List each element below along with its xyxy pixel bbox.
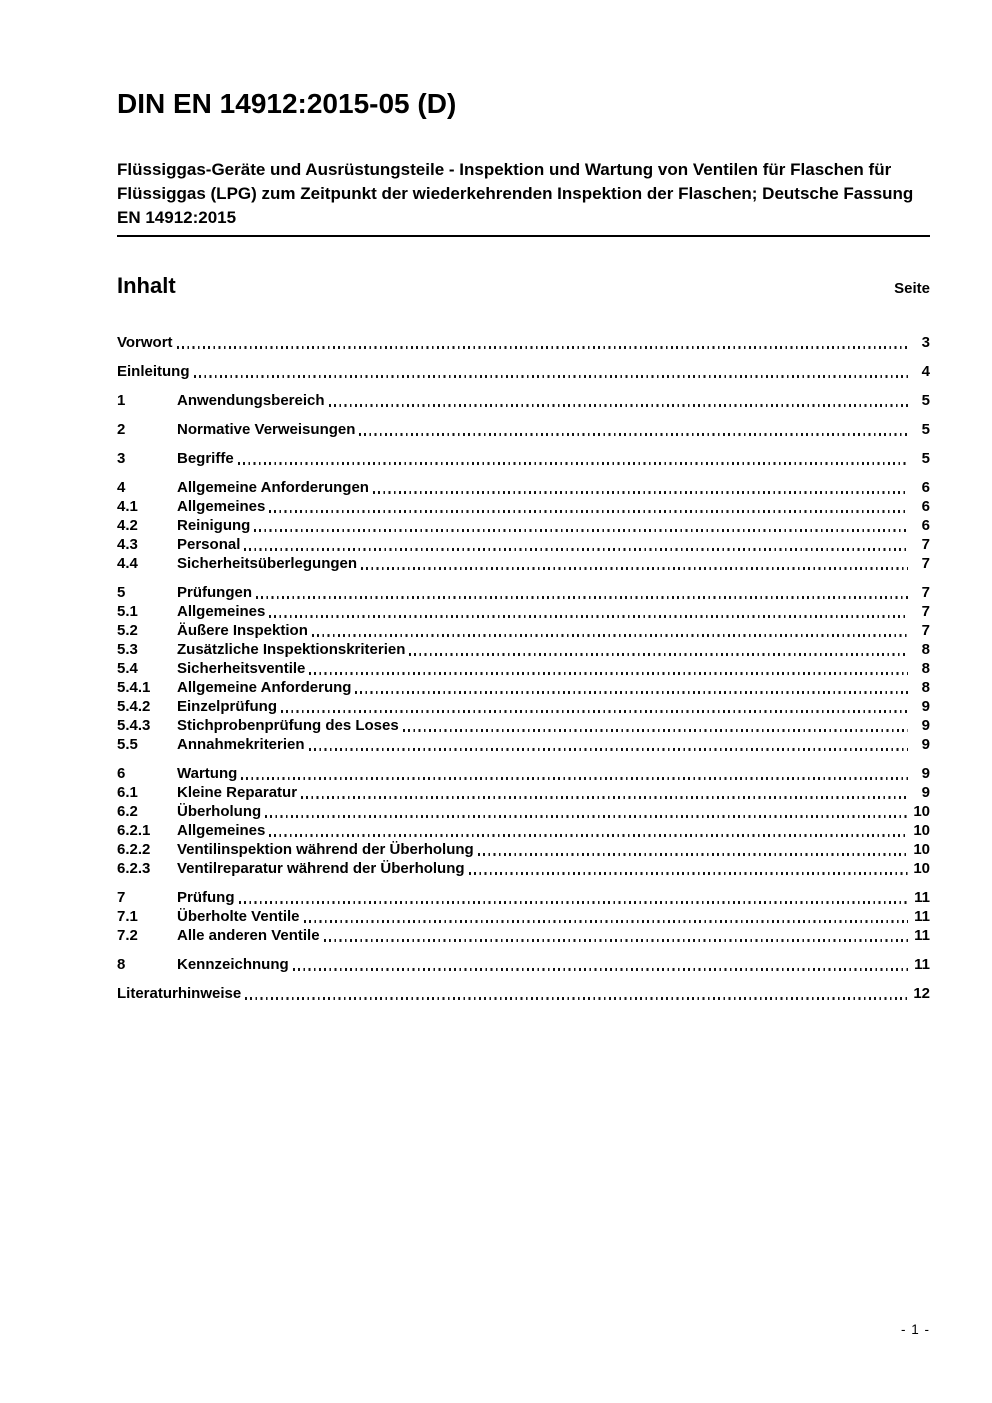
toc-entry <box>117 984 930 1003</box>
toc-entry-number: 8 <box>117 956 126 973</box>
toc-entry-number: 4.4 <box>117 555 138 572</box>
toc-dot-leader <box>245 997 908 999</box>
toc-entry-number: 3 <box>117 450 126 467</box>
toc-entry-title: Ventilreparatur während der Überholung <box>177 860 465 877</box>
toc-entry <box>117 697 930 716</box>
toc-entry-title: Einzelprüfung <box>177 698 277 715</box>
toc-entry-page: 4 <box>921 363 930 380</box>
toc-entry <box>117 764 930 783</box>
toc-entry <box>117 859 930 878</box>
toc-entry-number: 6.2.3 <box>117 860 151 877</box>
toc-group <box>117 333 930 352</box>
toc-entry-number: 4.1 <box>117 498 138 515</box>
toc-entry <box>117 640 930 659</box>
toc-entry-page: 5 <box>921 450 930 467</box>
toc-dot-leader <box>281 710 908 712</box>
toc-entry-title: Allgemeines <box>177 822 266 839</box>
page-content <box>117 0 930 1003</box>
toc-entry-number: 5.2 <box>117 622 138 639</box>
toc-entry-title: Zusätzliche Inspektionskriterien <box>177 641 406 658</box>
toc-entry-title: Einleitung <box>117 363 190 380</box>
toc-entry <box>117 735 930 754</box>
toc-entry-page: 9 <box>921 784 930 801</box>
toc-entry <box>117 497 930 516</box>
toc-dot-leader <box>304 920 908 922</box>
toc-entry-title: Wartung <box>177 765 238 782</box>
toc-entry-title: Überholte Ventile <box>177 908 300 925</box>
table-of-contents <box>117 333 930 1003</box>
toc-entry-page: 6 <box>921 517 930 534</box>
toc-entry-page: 8 <box>921 641 930 658</box>
toc-entry-number: 7.1 <box>117 908 138 925</box>
toc-entry-number: 7 <box>117 889 126 906</box>
toc-entry-page: 7 <box>921 584 930 601</box>
toc-dot-leader <box>373 491 908 493</box>
toc-entry-page: 11 <box>914 889 930 906</box>
toc-entry-number: 5.4 <box>117 660 138 677</box>
toc-entry-number: 5.4.2 <box>117 698 151 715</box>
toc-entry-page: 8 <box>921 679 930 696</box>
toc-entry-page: 9 <box>921 765 930 782</box>
toc-entry <box>117 659 930 678</box>
toc-entry-page: 9 <box>921 698 930 715</box>
toc-entry-title: Annahmekriterien <box>177 736 305 753</box>
toc-dot-leader <box>478 853 908 855</box>
toc-entry-page: 6 <box>921 498 930 515</box>
toc-dot-leader <box>359 433 908 435</box>
toc-group <box>117 391 930 410</box>
toc-entry-number: 6.2.1 <box>117 822 151 839</box>
toc-entry-page: 5 <box>921 421 930 438</box>
toc-entry-number: 2 <box>117 421 126 438</box>
toc-dot-leader <box>309 672 908 674</box>
toc-entry <box>117 391 930 410</box>
toc-entry-number: 6 <box>117 765 126 782</box>
toc-entry-number: 5.3 <box>117 641 138 658</box>
toc-entry-title: Begriffe <box>177 450 234 467</box>
toc-entry-title: Allgemeine Anforderung <box>177 679 352 696</box>
toc-dot-leader <box>254 529 908 531</box>
toc-entry-page: 10 <box>913 860 930 877</box>
toc-entry-number: 1 <box>117 392 126 409</box>
toc-entry-number: 6.2.2 <box>117 841 151 858</box>
toc-entry-title: Überholung <box>177 803 262 820</box>
toc-dot-leader <box>241 777 908 779</box>
toc-entry-title: Anwendungsbereich <box>177 392 325 409</box>
toc-entry-title: Normative Verweisungen <box>177 421 356 438</box>
toc-entry-title: Sicherheitsventile <box>177 660 306 677</box>
document-number-title: DIN EN 14912:2015-05 (D) <box>117 88 457 119</box>
toc-entry <box>117 955 930 974</box>
toc-entry-page: 11 <box>914 927 930 944</box>
toc-group <box>117 362 930 381</box>
toc-entry-title: Allgemeines <box>177 603 266 620</box>
toc-dot-leader <box>239 901 909 903</box>
toc-entry <box>117 888 930 907</box>
toc-dot-leader <box>269 834 908 836</box>
toc-entry-number: 5.4.1 <box>117 679 151 696</box>
toc-group <box>117 984 930 1003</box>
toc-entry-page: 11 <box>914 908 930 925</box>
toc-entry-page: 10 <box>913 803 930 820</box>
toc-entry-page: 7 <box>921 555 930 572</box>
page-number-footer: - 1 - <box>900 1322 930 1337</box>
toc-entry-number: 6.1 <box>117 784 138 801</box>
toc-entry-number: 4.2 <box>117 517 138 534</box>
toc-heading: Inhalt <box>117 273 176 298</box>
toc-entry-title: Kennzeichnung <box>177 956 289 973</box>
toc-entry-title: Allgemeine Anforderungen <box>177 479 369 496</box>
toc-entry <box>117 840 930 859</box>
toc-entry-page: 10 <box>913 841 930 858</box>
toc-entry-number: 5.5 <box>117 736 138 753</box>
toc-entry <box>117 583 930 602</box>
toc-entry-page: 9 <box>921 736 930 753</box>
toc-entry <box>117 449 930 468</box>
toc-dot-leader <box>361 567 908 569</box>
toc-dot-leader <box>269 615 908 617</box>
toc-entry-number: 5 <box>117 584 126 601</box>
toc-dot-leader <box>355 691 908 693</box>
toc-entry-number: 5.4.3 <box>117 717 151 734</box>
toc-entry-page: 5 <box>921 392 930 409</box>
toc-entry-title: Prüfung <box>177 889 235 906</box>
toc-entry-number: 4.3 <box>117 536 138 553</box>
toc-entry <box>117 716 930 735</box>
toc-entry <box>117 926 930 945</box>
toc-header <box>117 273 930 299</box>
toc-dot-leader <box>324 939 908 941</box>
toc-entry-title: Prüfungen <box>177 584 252 601</box>
toc-entry <box>117 478 930 497</box>
toc-entry-number: 4 <box>117 479 126 496</box>
toc-dot-leader <box>177 346 908 348</box>
toc-entry <box>117 420 930 439</box>
toc-dot-leader <box>265 815 908 817</box>
toc-group <box>117 449 930 468</box>
toc-entry-title: Allgemeines <box>177 498 266 515</box>
toc-entry-page: 3 <box>921 334 930 351</box>
toc-entry-title: Kleine Reparatur <box>177 784 298 801</box>
toc-dot-leader <box>293 968 908 970</box>
toc-dot-leader <box>301 796 908 798</box>
toc-entry-title: Literaturhinweise <box>117 985 242 1002</box>
toc-entry-page: 11 <box>914 956 930 973</box>
toc-dot-leader <box>403 729 908 731</box>
toc-entry-title: Reinigung <box>177 517 251 534</box>
toc-entry-title: Äußere Inspektion <box>177 622 308 639</box>
toc-group <box>117 478 930 573</box>
toc-entry-title: Vorwort <box>117 334 173 351</box>
toc-entry <box>117 907 930 926</box>
toc-entry-page: 6 <box>921 479 930 496</box>
toc-dot-leader <box>238 462 908 464</box>
toc-entry <box>117 333 930 352</box>
toc-group <box>117 955 930 974</box>
toc-dot-leader <box>244 548 908 550</box>
toc-page-column-label: Seite <box>894 280 930 297</box>
toc-dot-leader <box>309 748 908 750</box>
toc-entry <box>117 802 930 821</box>
toc-entry-page: 9 <box>921 717 930 734</box>
toc-dot-leader <box>269 510 908 512</box>
toc-entry-page: 7 <box>921 622 930 639</box>
toc-entry <box>117 678 930 697</box>
toc-group <box>117 764 930 878</box>
toc-entry-page: 8 <box>921 660 930 677</box>
toc-entry <box>117 821 930 840</box>
toc-entry-number: 6.2 <box>117 803 138 820</box>
toc-dot-leader <box>409 653 908 655</box>
toc-entry-page: 7 <box>921 536 930 553</box>
toc-entry <box>117 535 930 554</box>
toc-dot-leader <box>312 634 908 636</box>
toc-entry-title: Personal <box>177 536 241 553</box>
toc-entry <box>117 362 930 381</box>
toc-entry <box>117 783 930 802</box>
toc-entry-number: 7.2 <box>117 927 138 944</box>
toc-group <box>117 583 930 754</box>
toc-dot-leader <box>469 872 908 874</box>
toc-entry-title: Ventilinspektion während der Überholung <box>177 841 474 858</box>
toc-entry-title: Alle anderen Ventile <box>177 927 320 944</box>
toc-entry-title: Sicherheitsüberlegungen <box>177 555 358 572</box>
document-title-text: Flüssiggas-Geräte und Ausrüstungsteile - Inspektion und Wartung von Ventilen für Flaschen für Flüssiggas (LPG) zum Zeitpunkt der wiederkehrenden Inspektion der Flaschen; Deutsche Fassung EN 14912:2015 <box>117 158 930 237</box>
toc-dot-leader <box>256 596 908 598</box>
toc-entry-number: 5.1 <box>117 603 138 620</box>
toc-entry <box>117 516 930 535</box>
toc-group <box>117 888 930 945</box>
toc-dot-leader <box>329 404 908 406</box>
toc-entry <box>117 621 930 640</box>
toc-entry-page: 7 <box>921 603 930 620</box>
toc-entry <box>117 602 930 621</box>
toc-dot-leader <box>194 375 909 377</box>
toc-group <box>117 420 930 439</box>
toc-entry-page: 10 <box>913 822 930 839</box>
toc-entry-title: Stichprobenprüfung des Loses <box>177 717 399 734</box>
toc-entry-page: 12 <box>913 985 930 1002</box>
toc-entry <box>117 554 930 573</box>
